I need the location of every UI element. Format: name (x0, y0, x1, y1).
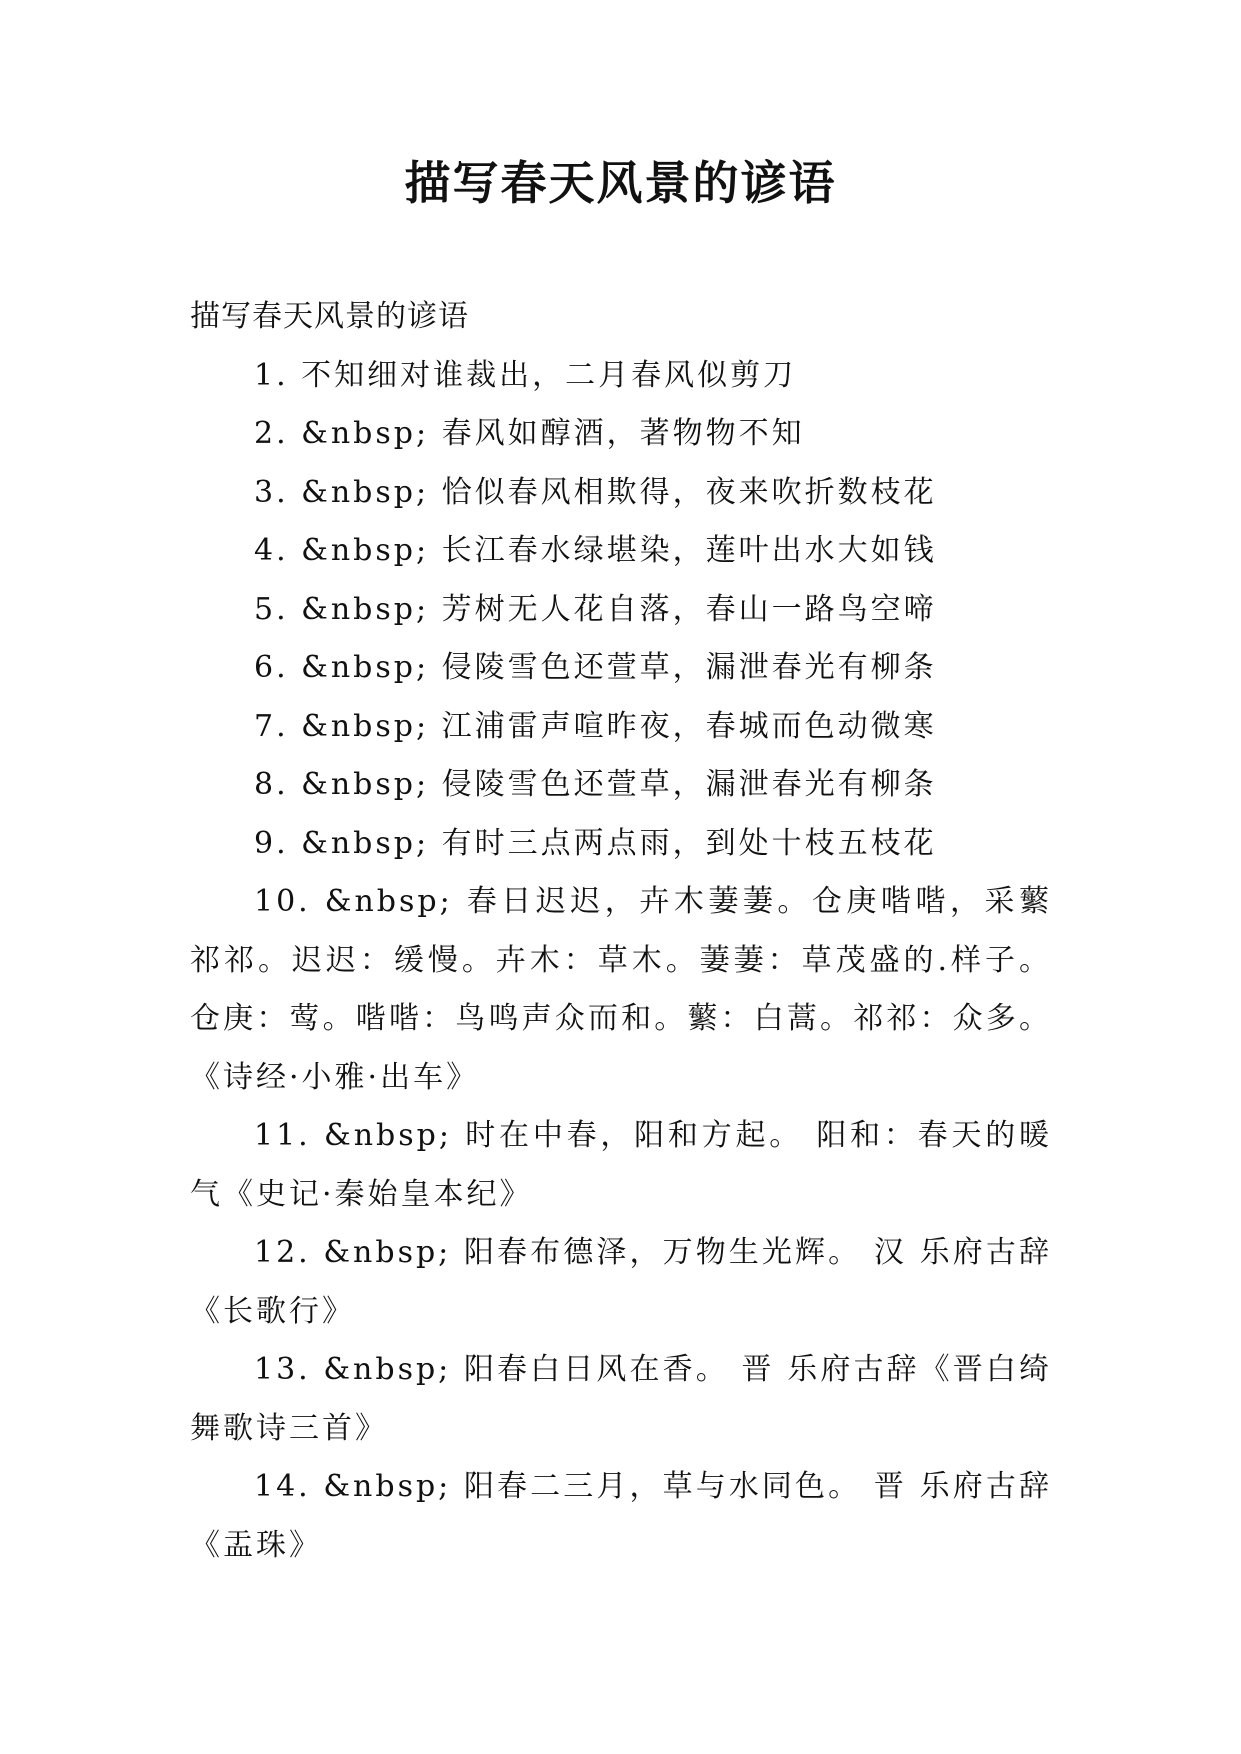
proverb-item-11: 11. &nbsp; 时在中春，阳和方起。 阳和：春天的暖气《史记·秦始皇本纪》 (190, 1118, 1052, 1212)
proverb-item-4: 4. &nbsp; 长江春水绿堪染，莲叶出水大如钱 (254, 533, 937, 568)
proverb-item-3: 3. &nbsp; 恰似春风相欺得，夜来吹折数枝花 (254, 474, 937, 510)
proverb-item-6: 6. &nbsp; 侵陵雪色还萱草，漏泄春光有柳条 (254, 650, 937, 685)
proverb-item-14: 14. &nbsp; 阳春二三月，草与水同色。 晋 乐府古辞《盂珠》 (190, 1469, 1052, 1563)
proverb-item-1: 1. 不知细对谁裁出，二月春风似剪刀 (254, 357, 797, 393)
document-title: 描写春天风景的谚语 (404, 156, 837, 210)
proverb-item-10: 10. &nbsp; 春日迟迟，卉木萋萋。仓庚喈喈，采蘩祁祁。迟迟：缓慢。卉木：草木。萋萋：草茂盛的.样子。仓庚：莺。喈喈：鸟鸣声众而和。蘩：白蒿。祁祁：众多。《诗经·小雅·出车》 (190, 884, 1052, 1095)
section-heading: 描写春天风景的谚语 (190, 299, 469, 334)
document-body (190, 288, 1052, 1575)
proverb-item-12: 12. &nbsp; 阳春布德泽，万物生光辉。 汉 乐府古辞《长歌行》 (190, 1235, 1052, 1329)
proverb-item-8: 8. &nbsp; 侵陵雪色还萱草，漏泄春光有柳条 (254, 767, 937, 802)
proverb-item-5: 5. &nbsp; 芳树无人花自落，春山一路鸟空啼 (254, 591, 937, 627)
proverb-item-7: 7. &nbsp; 江浦雷声喧昨夜，春城而色动微寒 (254, 708, 937, 744)
proverb-item-13: 13. &nbsp; 阳春白日风在香。 晋 乐府古辞《晋白绮舞歌诗三首》 (190, 1352, 1052, 1446)
proverb-item-9: 9. &nbsp; 有时三点两点雨，到处十枝五枝花 (254, 825, 937, 861)
proverb-item-2: 2. &nbsp; 春风如醇酒，著物物不知 (254, 416, 805, 451)
